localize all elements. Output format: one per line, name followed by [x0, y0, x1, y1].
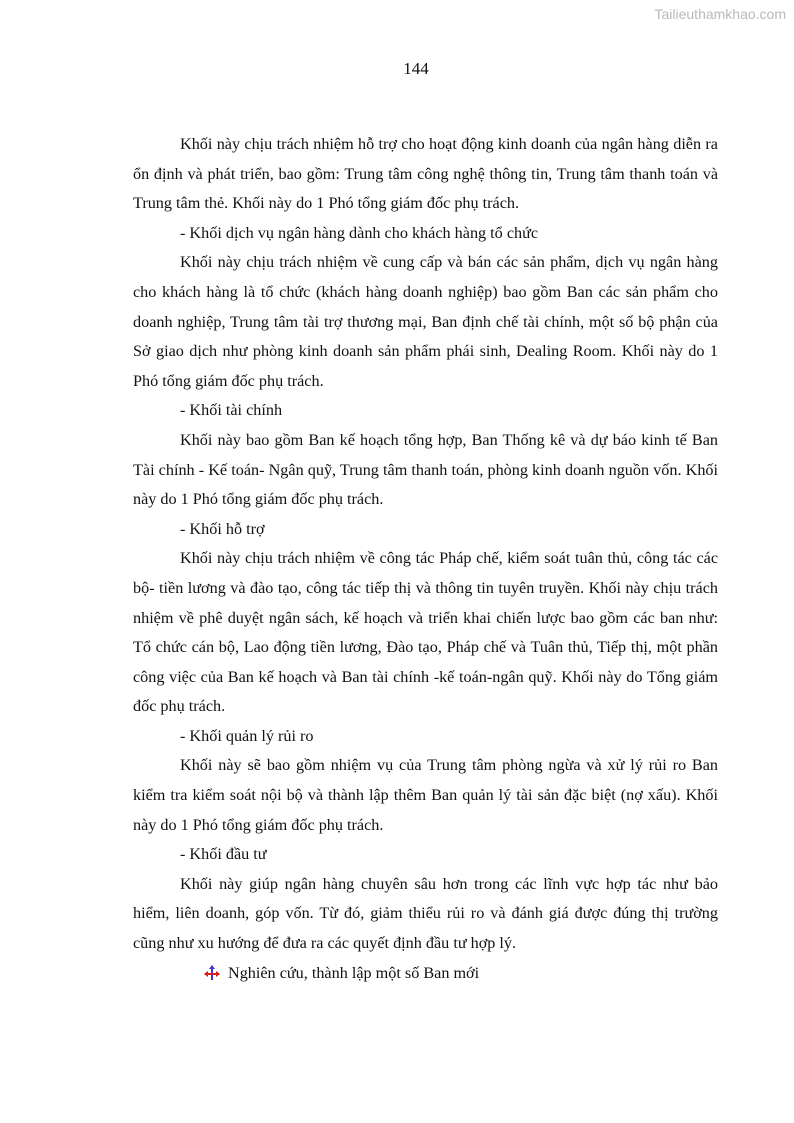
bullet-text: Nghiên cứu, thành lập một số Ban mới — [228, 963, 480, 982]
page-number: 144 — [403, 59, 429, 78]
document-body — [133, 130, 718, 988]
paragraph-support-services: Khối này chịu trách nhiệm hỗ trợ cho hoạt động kinh doanh của ngân hàng diễn ra ổn định và phát triển, bao gồm: Trung tâm công nghệ thông tin, Trung tâm thanh toán và Trung tâm thẻ. Khối này do 1 Phó tổng giám đốc phụ trách. — [133, 135, 718, 213]
paragraph-corporate-banking: Khối này chịu trách nhiệm về cung cấp và bán các sản phẩm, dịch vụ ngân hàng cho khách hàng là tổ chức (khách hàng doanh nghiệp) bao gồm Ban các sản phẩm cho doanh nghiệp, Trung tâm tài trợ thương mại, Ban định chế tài chính, một số bộ phận của Sở giao dịch như phòng kinh doanh sản phẩm phái sinh, Dealing Room. Khối này do 1 Phó tổng giám đốc phụ trách. — [133, 253, 718, 390]
heading-investment: - Khối đầu tư — [180, 845, 267, 864]
four-arrows-bullet-icon — [204, 965, 220, 981]
heading-support: - Khối hỗ trợ — [180, 519, 265, 538]
heading-risk-management: - Khối quản lý rủi ro — [180, 726, 314, 745]
paragraph-support: Khối này chịu trách nhiệm về công tác Pháp chế, kiểm soát tuân thủ, công tác các bộ- tiền lương và đào tạo, công tác tiếp thị và thông tin tuyên truyền. Khối này chịu trách nhiệm về phê duyệt ngân sách, kế hoạch và triển khai chiến lược bao gồm các ban như: Tổ chức cán bộ, Lao động tiền lương, Đào tạo, Pháp chế và Tuân thủ, Tiếp thị, một phần công việc của Ban kế hoạch và Ban tài chính -kế toán-ngân quỹ. Khối này do Tổng giám đốc phụ trách. — [133, 549, 718, 716]
heading-finance: - Khối tài chính — [180, 401, 283, 420]
paragraph-investment: Khối này giúp ngân hàng chuyên sâu hơn trong các lĩnh vực hợp tác như bảo hiểm, liên doanh, góp vốn. Từ đó, giảm thiểu rủi ro và đánh giá được đúng thị trường cũng như xu hướng để đưa ra các quyết định đầu tư hợp lý. — [133, 874, 718, 953]
bullet-item — [133, 959, 718, 989]
paragraph-risk-management: Khối này sẽ bao gồm nhiệm vụ của Trung tâm phòng ngừa và xử lý rủi ro Ban kiểm tra kiểm soát nội bộ và thành lập thêm Ban quản lý tài sản đặc biệt (nợ xấu). Khối này do 1 Phó tổng giám đốc phụ trách. — [133, 756, 718, 834]
heading-corporate-banking: - Khối dịch vụ ngân hàng dành cho khách hàng tổ chức — [180, 223, 539, 242]
watermark: Tailieuthamkhao.com — [654, 6, 786, 22]
paragraph-finance: Khối này bao gồm Ban kế hoạch tổng hợp, Ban Thống kê và dự báo kinh tế Ban Tài chính - Kế toán- Ngân quỹ, Trung tâm thanh toán, phòng kinh doanh nguồn vốn. Khối này do 1 Phó tổng giám đốc phụ trách. — [133, 430, 718, 509]
